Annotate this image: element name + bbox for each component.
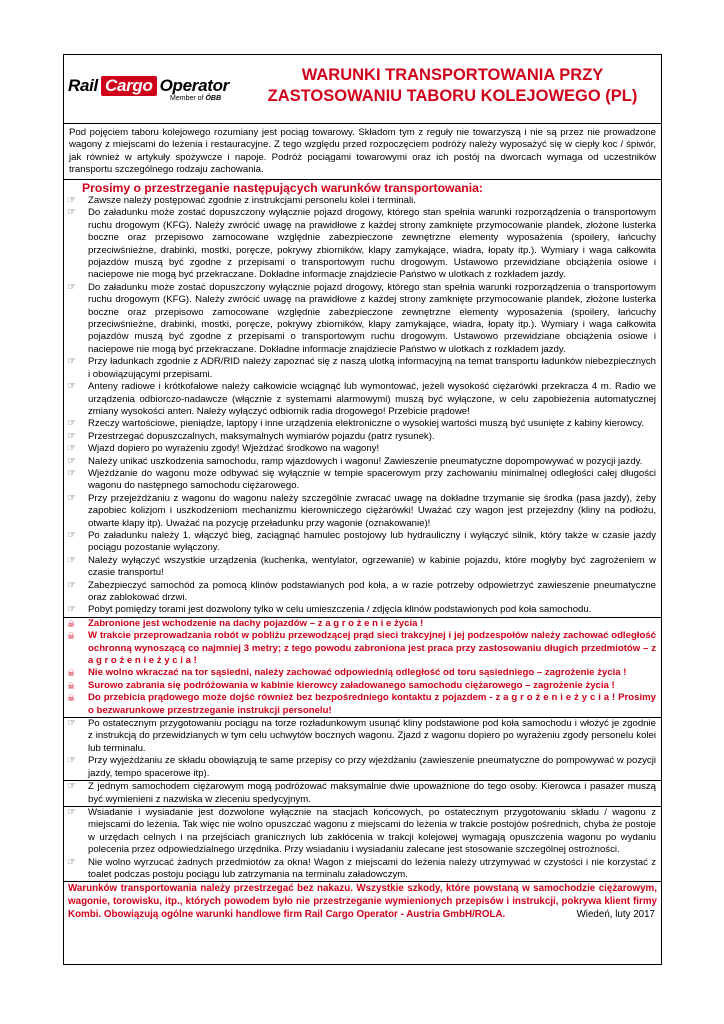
list-item-text: Przy ładunkach zgodnie z ADR/RID należy zapoznać się z naszą ulotką informacyjną na temat transportu ładunków niebezpiecznych i obowiązującymi przepisami. bbox=[88, 356, 656, 380]
list-item-text: Zabronione jest wchodzenie na dachy pojazdów – z a g r o ż e n i e życia ! bbox=[88, 617, 424, 629]
pointing-hand-icon: ☞ bbox=[67, 492, 76, 504]
list-item bbox=[64, 807, 661, 857]
list-item-text: W trakcie przeprowadzania robót w pobliżu przewodzącej prąd sieci trakcyjnej i jej podzespołów należy zachować odległość ochronną wynoszącą co najmniej 3 metry; z tego powodu zabroniona jest praca przy zastosowaniu długich przedmiotów – z a g r o ż e n i e ż y c i a ! bbox=[88, 630, 656, 667]
logo-member-prefix: Member of bbox=[170, 95, 204, 102]
list-item bbox=[64, 207, 661, 281]
logo-member-brand: ÖBB bbox=[205, 95, 221, 102]
list-item bbox=[64, 555, 661, 580]
title-line-2: ZASTOSOWANIU TABORU KOLEJOWEGO (PL) bbox=[267, 87, 638, 105]
danger-person-icon: ☠ bbox=[67, 668, 76, 679]
list-item-text: Należy wyłączyć wszystkie urządzenia (kuchenka, wentylator, ogrzewanie) w kabinie pojazdu, które mogłyby być zagrożeniem w czasie transportu! bbox=[88, 554, 656, 579]
list-item bbox=[64, 195, 661, 207]
list-item-text: Do przebicia prądowego może dojść również bez bezpośredniego kontaktu z pojazdem - z a g r o ż e n i e ż y c i a ! Prosimy o bezwarunkowe przestrzeganie instrukcji personelu! bbox=[88, 692, 656, 716]
list-item bbox=[64, 618, 661, 630]
pointing-hand-icon: ☞ bbox=[67, 554, 76, 566]
list-item bbox=[64, 580, 661, 605]
list-item bbox=[64, 468, 661, 493]
list-item-text: Do załadunku może zostać dopuszczony wyłącznie pojazd drogowy, którego stan spełnia warunki rozporządzenia o transportowym ruchu drogowym (KFG). Należy zwrócić uwagę na prawidłowe z każdej strony zamknięte przymocowanie plandek, złożone lusterka boczne oraz przepisowo zamocowane względnie zabezpieczone zewnętrzne elementy wyposażenia (spoilery, łańcuchy przeciwśnieżne, drabinki, mostki, poręcze, pokrywy zbiorników, klapy zamykające, wiadra, łopaty itp.). Wymiary i waga całkowita pojazdów muszą być zgodne z przepisami o transportowym ruchu drogowym. Ustawowo przewidziane obciążenia osiowe i naciepowe nie mogą być przekraczane. Dokładne informacje znajdziecie Państwo w ulotkach z rozkładem jazdy. bbox=[88, 281, 656, 355]
logo-operator: Operator bbox=[159, 76, 230, 95]
title-line-1: WARUNKI TRANSPORTOWANIA PRZY bbox=[301, 66, 604, 84]
list-item-text: Zawsze należy postępować zgodnie z instrukcjami personelu kolei i terminali. bbox=[88, 195, 416, 206]
pointing-hand-icon: ☞ bbox=[67, 281, 76, 293]
list-item bbox=[64, 356, 661, 381]
pointing-hand-icon: ☞ bbox=[67, 467, 76, 479]
pointing-hand-icon: ☞ bbox=[67, 755, 76, 767]
list-item bbox=[64, 692, 661, 717]
pointing-hand-icon: ☞ bbox=[67, 529, 76, 541]
pointing-hand-icon: ☞ bbox=[67, 718, 76, 730]
list-item-text: Do załadunku może zostać dopuszczony wyłącznie pojazd drogowy, którego stan spełnia warunki rozporządzenia o transportowym ruchu drogowym (KFG). Należy zwrócić uwagę na prawidłowe z każdej strony zamknięte przymocowanie plandek, złożone lusterka boczne oraz przepisowo zamocowane względnie zabezpieczone zewnętrzne elementy wyposażenia (spoilery, łańcuchy przeciwśnieżne, drabinki, mostki, poręcze, pokrywy zbiorników, klapy zamykające, wiadra, łopaty itp.). Wymiary i waga całkowita pojazdów muszą być zgodne z przepisami o transportowym ruchu drogowym. Ustawowo przewidziane obciążenia osiowe i naciepowe nie mogą być przekraczane. Dokładne informacje znajdziecie Państwo w ulotkach z rozkładem jazdy. bbox=[88, 207, 656, 281]
list-item-text: Pobyt pomiędzy torami jest dozwolony tylko w celu umieszczenia / zdjęcia klinów podstawionych pod koła samochodu. bbox=[88, 604, 592, 616]
list-item bbox=[64, 604, 661, 616]
danger-person-icon: ☠ bbox=[67, 680, 76, 691]
list-item-text: Wsiadanie i wysiadanie jest dozwolone wyłącznie na stacjach końcowych, po ostatecznym przygotowaniu składu / wagonu z miejscami do leżenia. Tak więc nie wolno opuszczać wagonu z miejscami do leżenia w trakcie postojów pośrednich, chyba że postoje w urzędach celnych i na przejściach granicznych lub zakłócenia w trakcji kolejowej wymagają opuszczenia wagonu po wydaniu polecenia przez odpowiedzialnego urzędnika. Przy wsiadaniu i wysiadaniu zalecane jest stosowanie szczególnej ostrożności. bbox=[88, 806, 656, 856]
list-item bbox=[64, 667, 661, 679]
list-item-text: Przy wyjeżdżaniu ze składu obowiązują te same przepisy co przy wjeżdżaniu (zawieszenie pneumatyczne do pompowywać w pozycji jazdy, tempo spacerowe itp). bbox=[88, 755, 656, 779]
pointing-hand-icon: ☞ bbox=[67, 443, 76, 455]
footer-notice bbox=[64, 882, 661, 921]
pointing-hand-icon: ☞ bbox=[67, 856, 76, 868]
pointing-hand-icon: ☞ bbox=[67, 207, 76, 219]
list-item-text: Po załadunku należy 1. włączyć bieg, zaciągnąć hamulec postojowy lub hydrauliczny i wyłączyć silnik, który także w czasie jazdy pociągu pozostanie wyłączony. bbox=[88, 529, 656, 554]
rules-list bbox=[64, 195, 661, 617]
logo-wordmark bbox=[68, 76, 233, 96]
list-item-text: Rzeczy wartościowe, pieniądze, laptopy i inne urządzenia elektroniczne o wysokiej wartości muszą być usunięte z kabiny kierowcy. bbox=[88, 418, 644, 430]
list-item-text: Przestrzegać dopuszczalnych, maksymalnych wymiarów pojazdu (patrz rysunek). bbox=[88, 430, 435, 442]
list-item-text: Przy przejeżdżaniu z wagonu do wagonu należy szczególnie zwracać uwagę na dokładne trzymanie się środka (pasa jazdy), żeby zapobiec kolizjom i uszkodzeniom mechanizmu kierowniczego ciężarówki! Uważać czy wagon jest przejezdny (kliny na podłożu, otwarte klapy itp). Uważać na pozycję przeładunku przy wagonie (oznakowanie)! bbox=[88, 492, 656, 529]
list-item-text: Surowo zabrania się podróżowania w kabinie kierowcy załadowanego samochodu ciężarowego – zagrożenie życia ! bbox=[88, 679, 615, 691]
list-item bbox=[64, 718, 661, 755]
list-item bbox=[64, 781, 661, 806]
after-transport-list bbox=[64, 718, 661, 781]
footer-date: Wiedeń, luty 2017 bbox=[576, 909, 655, 921]
footer-text: Warunków transportowania należy przestrzegać bez nakazu. Wszystkie szkody, które powstaną w samochodzie ciężarowym, wagonie, torowisku, itp., których powodem było nie przestrzeganie wymienionych przepisów i instrukcji, pokrywa klient firmy Kombi. Obowiązują ogólne warunki handlowe firm Rail Cargo Operator - Austria GmbH/ROLA. bbox=[68, 883, 657, 921]
header bbox=[64, 55, 661, 124]
warnings-list bbox=[64, 617, 661, 718]
pointing-hand-icon: ☞ bbox=[67, 781, 76, 793]
list-item-text: Anteny radiowe i krótkofalowe należy całkowicie wciągnąć lub wymontować, jeżeli wysokość ciężarówki przekracza 4 m. Radio we urządzenia odbiorczo-nadawcze (włącznie z systemami alarmowymi) muszą być wyłączone, w celu zapobieżenia automatycznej zmiany wysokości anten. Należy wyłączyć odbiornik radia drogowego! Przebicie prądowe! bbox=[88, 381, 656, 417]
document-frame bbox=[63, 54, 662, 965]
list-item-text: Należy unikać uszkodzenia samochodu, ramp wjazdowych i wagonu! Zawieszenie pneumatyczne dopompowywać w pozycji jazdy. bbox=[88, 455, 643, 467]
pointing-hand-icon: ☞ bbox=[67, 381, 76, 393]
list-item-text: Nie wolno wkraczać na tor sąsiedni, należy zachować odpowiednią odległość od toru sąsiedniego – zagrożenie życia ! bbox=[88, 667, 627, 679]
list-item bbox=[64, 443, 661, 455]
list-item-text: Nie wolno wyrzucać żadnych przedmiotów za okna! Wagon z miejscami do leżenia należy utrzymywać w czystości i nie korzystać z toalet podczas postoju pociągu lub zatrzymania na terminalu załadowczym. bbox=[88, 856, 656, 880]
danger-person-icon: ☠ bbox=[67, 618, 76, 629]
list-item bbox=[64, 680, 661, 692]
pointing-hand-icon: ☞ bbox=[67, 604, 76, 616]
pointing-hand-icon: ☞ bbox=[67, 579, 76, 591]
pointing-hand-icon: ☞ bbox=[67, 806, 76, 818]
pointing-hand-icon: ☞ bbox=[67, 455, 76, 467]
list-item bbox=[64, 381, 661, 418]
rail-cargo-operator-logo bbox=[68, 76, 233, 114]
page-title bbox=[254, 65, 651, 107]
list-item-text: Wjeżdżanie do wagonu może odbywać się wyłącznie w tempie spacerowym przy zachowaniu minimalnej odległości całej długości wagonu do następnego samochodu ciężarowego. bbox=[88, 467, 656, 492]
danger-person-icon: ☠ bbox=[67, 631, 76, 642]
list-item bbox=[64, 630, 661, 667]
list-item bbox=[64, 282, 661, 356]
passengers-list bbox=[64, 781, 661, 807]
list-item-text: Po ostatecznym przygotowaniu pociągu na torze rozładunkowym usunąć kliny podstawione pod koła samochodu i włożyć je zgodnie z instrukcją do przewidzianych w tym celu uchwytów bocznych wagonu. Zjazd z wagonu dopiero po wyrażeniu zgody personelu kolei lub terminalu. bbox=[88, 718, 656, 754]
list-item-text: Wjazd dopiero po wyrażeniu zgody! Wjeżdżać środkowo na wagony! bbox=[88, 443, 380, 455]
list-item bbox=[64, 530, 661, 555]
pointing-hand-icon: ☞ bbox=[67, 418, 76, 430]
section-heading: Prosimy o przestrzeganie następujących warunków transportowania: bbox=[82, 181, 483, 195]
list-item bbox=[64, 493, 661, 530]
list-item bbox=[64, 431, 661, 443]
pointing-hand-icon: ☞ bbox=[67, 430, 76, 442]
list-item bbox=[64, 418, 661, 430]
intro-paragraph: Pod pojęciem taboru kolejowego rozumiany jest pociąg towarowy. Składom tym z reguły nie towarzyszą i nie są przez nie prowadzone wagony z miejscami do leżenia i restauracyjne. Z tego względu przed rozpoczęciem podróży należy wyposażyć się w ciepły koc / śpiwór, jak również w artykuły spożywcze i napoje. Podróż pociągami towarowymi oraz ich postój na dworcach wymaga od uczestników transportu szczególnego rodzaju zachowania. bbox=[64, 124, 661, 180]
logo-member-line bbox=[68, 95, 221, 102]
pointing-hand-icon: ☞ bbox=[67, 356, 76, 368]
logo-cargo: Cargo bbox=[101, 76, 157, 96]
list-item bbox=[64, 456, 661, 468]
boarding-list bbox=[64, 807, 661, 882]
logo-rail: Rail bbox=[68, 76, 98, 95]
list-item-text: Z jednym samochodem ciężarowym mogą podróżować maksymalnie dwie upoważnione do tego osoby. Kierowca i pasażer muszą być wymienieni z nazwiska w zleceniu spedycyjnym. bbox=[88, 781, 656, 805]
danger-person-icon: ☠ bbox=[67, 693, 76, 704]
list-item bbox=[64, 857, 661, 882]
pointing-hand-icon: ☞ bbox=[67, 195, 76, 206]
list-item bbox=[64, 755, 661, 780]
list-item-text: Zabezpieczyć samochód za pomocą klinów podstawianych pod koła, a w razie potrzeby odpowietrzyć zawieszenie pneumatyczne oraz zablokować drzwi. bbox=[88, 579, 656, 603]
